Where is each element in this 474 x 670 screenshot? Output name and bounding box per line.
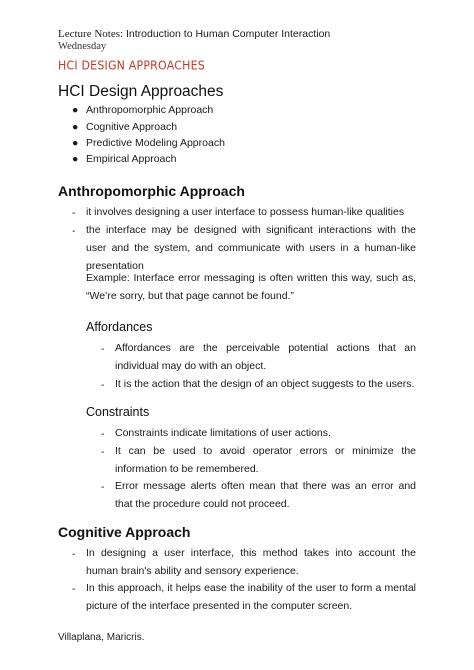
subheading-constraints: Constraints [86,405,150,419]
subheading-affordances: Affordances [86,320,153,334]
bullet-icon: ● [72,153,79,165]
dash-icon: - [101,379,105,391]
bullet-icon: ● [72,121,79,133]
list-item: Constraints indicate limitations of user actions. [115,427,331,439]
dash-icon: - [72,583,76,595]
dash-icon: - [72,207,76,219]
header-course-title: Introduction to Human Computer Interaction [125,28,331,40]
page-header [58,28,330,41]
page-footer: Villaplana, Maricris. [58,632,145,643]
section-heading-cognitive: Cognitive Approach [58,524,191,540]
dash-icon: - [72,225,76,237]
dash-icon: - [101,481,105,493]
topic-title: HCI DESIGN APPROACHES [58,58,205,73]
example-paragraph: Example: Interface error messaging is often written this way, such as, “We’re sorry, but that page cannot be found.” [86,272,416,302]
section-heading-anthropomorphic: Anthropomorphic Approach [58,183,245,199]
header-day: Wednesday [58,41,107,52]
section-heading-intro: HCI Design Approaches [58,83,224,100]
list-item: Affordances are the perceivable potential actions that an individual may do with an object. [115,342,416,372]
dash-icon: - [101,446,105,458]
document-page: Lecture Notes: Introduction to Human Computer Interaction Wednesday HCI DESIGN APPROACHES HCI Design Approaches ● Anthropomorphic Approach ● Cognitive Approach ● Predictive Modeling Approach ● Empirical Approach Anthropomorphic Approach - it involves designing a user interface to possess human-like qualities - the interface may be designed with significant interactions with the user and the system, and communicate with users in a human-like presentation Example: Interface error messaging is often written this way, such as, “We’re sorry, but that page cannot be found.” Affordances - Affordances are the perceivable potential actions that an individual may do with an object. - It is the action that the design of an object suggests to the users. Constraints - Constraints indicate limitations of user actions. - It can be used to avoid operator errors or minimize the information to be remembered. - Error message alerts often mean that there was an error and that the procedure could not proceed. Cognitive Approach - In designing a user interface, this method takes into account the human brain's ability and sensory experience. - In this approach, it helps ease the inability of the user to form a mental picture of the interface presented in the computer screen. Villaplana, Maricris. [58,28,416,643]
dash-icon: - [101,428,105,440]
list-item: It can be used to avoid operator errors or minimize the information to be remembered. [115,445,416,475]
list-item: In this approach, it helps ease the inability of the user to form a mental picture of the interface presented in the computer screen. [86,582,416,612]
dash-icon: - [72,548,76,560]
list-item: In designing a user interface, this method takes into account the human brain's ability and sensory experience. [86,547,416,577]
list-item: it involves designing a user interface to possess human-like qualities [86,206,405,218]
header-prefix: Lecture Notes: [58,28,124,40]
list-item: the interface may be designed with significant interactions with the user and the system, and communicate with users in a human-like presentation [86,224,416,272]
dash-icon: - [101,343,105,355]
list-item: It is the action that the design of an object suggests to the users. [115,378,415,390]
bullet-icon: ● [72,104,79,116]
list-item: Error message alerts often mean that there was an error and that the procedure could not proceed. [115,480,416,510]
bullet-icon: ● [72,137,79,149]
